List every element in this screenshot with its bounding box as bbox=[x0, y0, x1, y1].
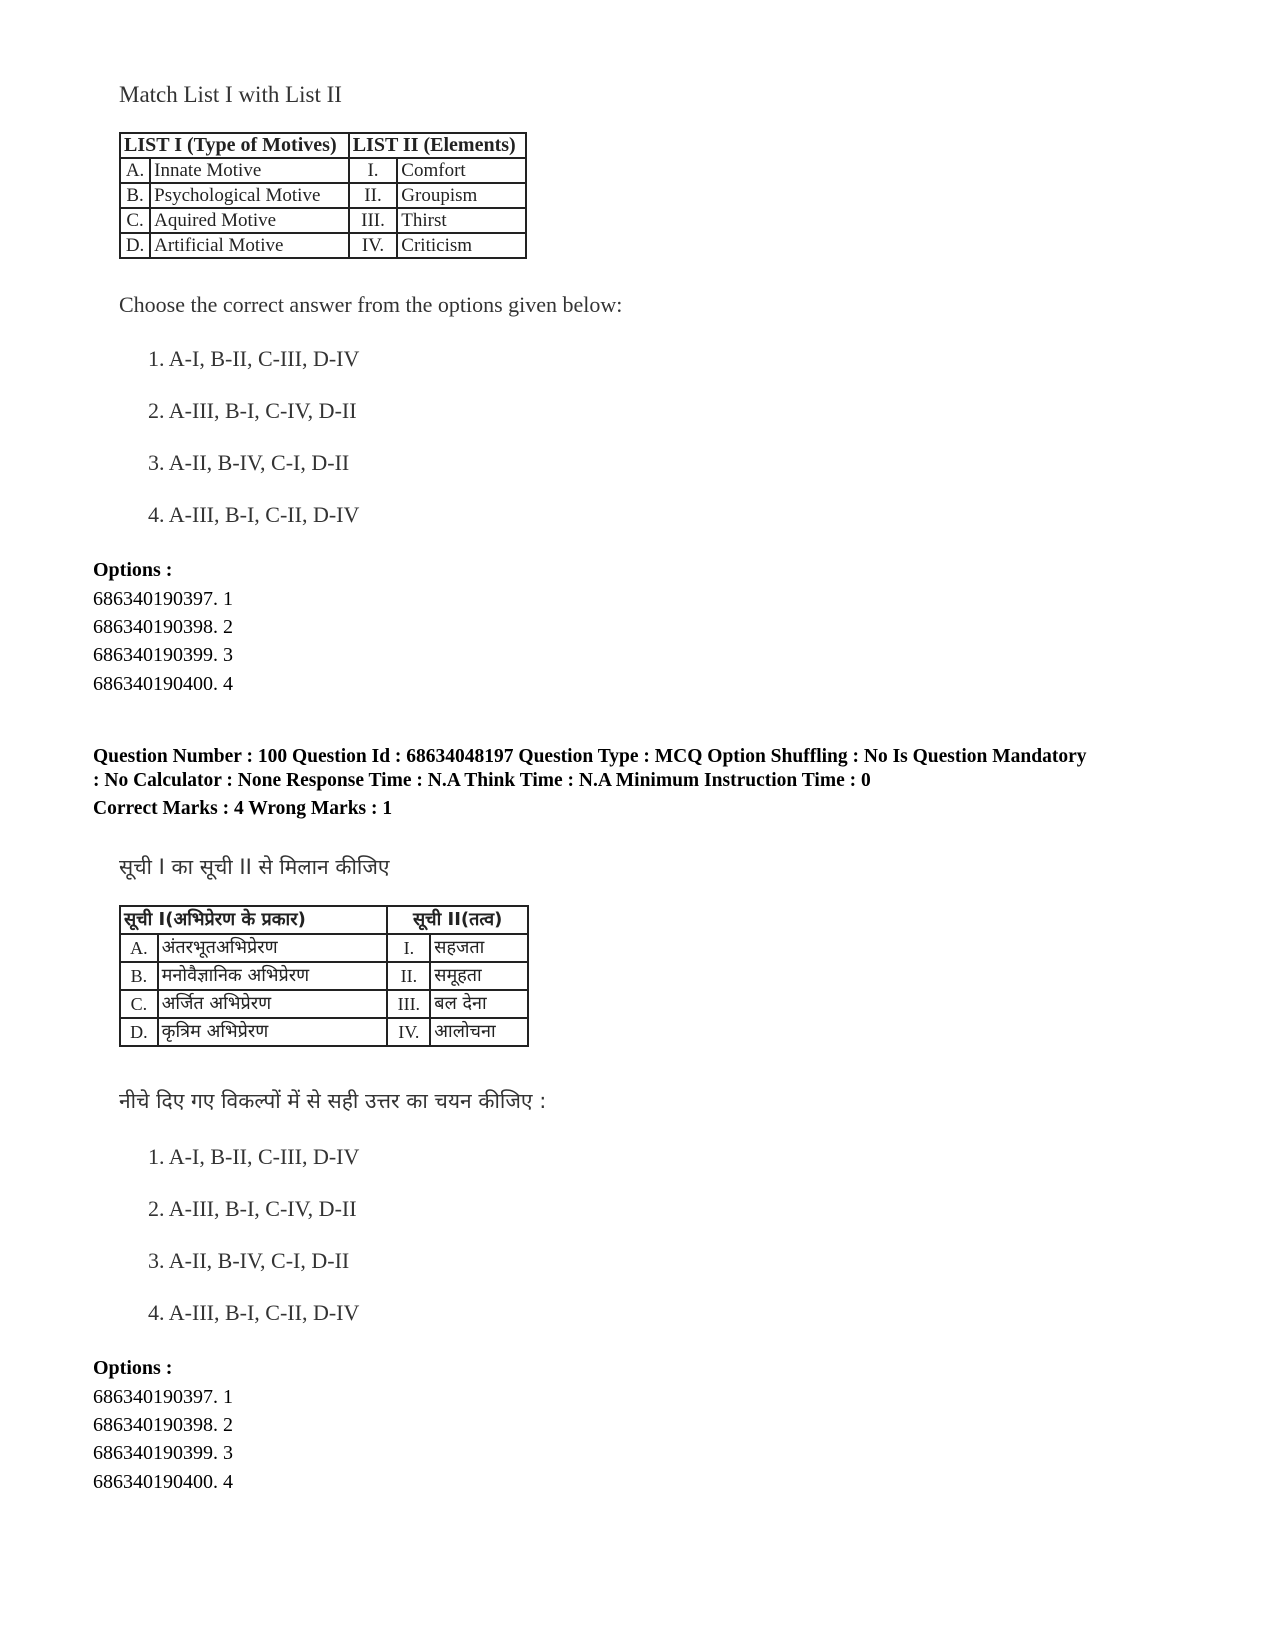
match-table bbox=[119, 132, 527, 259]
table-header-row bbox=[120, 906, 528, 934]
row-letter: D. bbox=[120, 1018, 158, 1046]
option-id-4: 686340190400. 4 bbox=[93, 673, 233, 695]
table-row bbox=[120, 1018, 528, 1046]
row-letter: D. bbox=[120, 233, 150, 258]
list-2-header: LIST II (Elements) bbox=[349, 133, 526, 158]
row-letter: B. bbox=[120, 183, 150, 208]
options-title: Options : bbox=[93, 559, 173, 581]
question-stem: Match List I with List II bbox=[119, 82, 342, 107]
list-2-header: सूची II(तत्व) bbox=[387, 906, 528, 934]
list-1-item: अर्जित अभिप्रेरण bbox=[158, 990, 388, 1018]
list-1-item: कृत्रिम अभिप्रेरण bbox=[158, 1018, 388, 1046]
list-1-item: Artificial Motive bbox=[150, 233, 349, 258]
question-meta-line-1: Question Number : 100 Question Id : 68634048197 Question Type : MCQ Option Shuffling : No Is Question Mandatory bbox=[93, 746, 1087, 767]
list-2-item: Groupism bbox=[397, 183, 526, 208]
answer-choice-1: 1. A-I, B-II, C-III, D-IV bbox=[148, 346, 360, 371]
option-id-1: 686340190397. 1 bbox=[93, 588, 233, 610]
table-row bbox=[120, 183, 526, 208]
table-row bbox=[120, 208, 526, 233]
row-numeral: II. bbox=[387, 962, 430, 990]
list-2-item: Criticism bbox=[397, 233, 526, 258]
row-numeral: I. bbox=[349, 158, 398, 183]
question-meta bbox=[93, 745, 1183, 793]
row-numeral: III. bbox=[387, 990, 430, 1018]
list-1-item: Aquired Motive bbox=[150, 208, 349, 233]
answer-choice-2: 2. A-III, B-I, C-IV, D-II bbox=[148, 398, 357, 423]
question-meta-line-2: : No Calculator : None Response Time : N.A Think Time : N.A Minimum Instruction Time : 0 bbox=[93, 770, 871, 791]
answer-choice-4: 4. A-III, B-I, C-II, D-IV bbox=[148, 502, 360, 527]
row-letter: A. bbox=[120, 934, 158, 962]
answer-choice-3: 3. A-II, B-IV, C-I, D-II bbox=[148, 1248, 350, 1273]
question-instruction: Choose the correct answer from the options given below: bbox=[119, 292, 623, 317]
question-stem: सूची I का सूची II से मिलान कीजिए bbox=[119, 855, 390, 879]
row-letter: B. bbox=[120, 962, 158, 990]
question-marks: Correct Marks : 4 Wrong Marks : 1 bbox=[93, 798, 393, 819]
row-letter: C. bbox=[120, 208, 150, 233]
option-id-4: 686340190400. 4 bbox=[93, 1471, 233, 1493]
table-row bbox=[120, 962, 528, 990]
list-2-item: आलोचना bbox=[430, 1018, 528, 1046]
answer-choice-1: 1. A-I, B-II, C-III, D-IV bbox=[148, 1144, 360, 1169]
option-id-3: 686340190399. 3 bbox=[93, 1442, 233, 1464]
table-row bbox=[120, 158, 526, 183]
table-row bbox=[120, 934, 528, 962]
list-2-item: Thirst bbox=[397, 208, 526, 233]
list-1-header: LIST I (Type of Motives) bbox=[120, 133, 349, 158]
row-numeral: III. bbox=[349, 208, 398, 233]
question-instruction: नीचे दिए गए विकल्पों में से सही उत्तर का चयन कीजिए : bbox=[119, 1089, 547, 1113]
list-1-item: Innate Motive bbox=[150, 158, 349, 183]
list-1-item: Psychological Motive bbox=[150, 183, 349, 208]
row-numeral: I. bbox=[387, 934, 430, 962]
list-2-item: समूहता bbox=[430, 962, 528, 990]
list-1-header: सूची I(अभिप्रेरण के प्रकार) bbox=[120, 906, 387, 934]
option-id-2: 686340190398. 2 bbox=[93, 1414, 233, 1436]
list-2-item: सहजता bbox=[430, 934, 528, 962]
list-1-item: मनोवैज्ञानिक अभिप्रेरण bbox=[158, 962, 388, 990]
option-id-1: 686340190397. 1 bbox=[93, 1386, 233, 1408]
list-2-item: बल देना bbox=[430, 990, 528, 1018]
answer-choice-3: 3. A-II, B-IV, C-I, D-II bbox=[148, 450, 350, 475]
list-2-item: Comfort bbox=[397, 158, 526, 183]
answer-choice-4: 4. A-III, B-I, C-II, D-IV bbox=[148, 1300, 360, 1325]
list-1-item: अंतरभूतअभिप्रेरण bbox=[158, 934, 388, 962]
table-row bbox=[120, 233, 526, 258]
options-title: Options : bbox=[93, 1357, 173, 1379]
row-letter: A. bbox=[120, 158, 150, 183]
option-id-2: 686340190398. 2 bbox=[93, 616, 233, 638]
match-table bbox=[119, 905, 529, 1047]
answer-choice-2: 2. A-III, B-I, C-IV, D-II bbox=[148, 1196, 357, 1221]
row-letter: C. bbox=[120, 990, 158, 1018]
table-row bbox=[120, 990, 528, 1018]
row-numeral: IV. bbox=[387, 1018, 430, 1046]
row-numeral: IV. bbox=[349, 233, 398, 258]
option-id-3: 686340190399. 3 bbox=[93, 644, 233, 666]
table-header-row bbox=[120, 133, 526, 158]
row-numeral: II. bbox=[349, 183, 398, 208]
